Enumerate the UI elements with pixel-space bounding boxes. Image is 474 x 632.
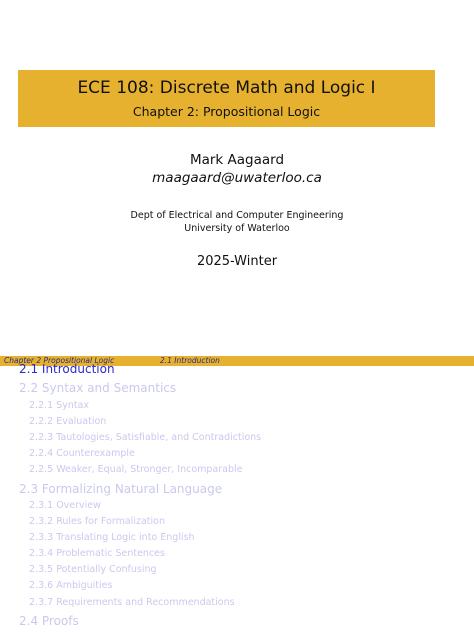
toc-subsection-item[interactable]: 2.3.3 Translating Logic into English xyxy=(29,532,195,543)
toc-subsection-item[interactable]: 2.3.5 Potentially Confusing xyxy=(29,564,157,575)
course-title: ECE 108: Discrete Math and Logic I xyxy=(77,78,376,98)
toc-section-item[interactable]: 2.3 Formalizing Natural Language xyxy=(19,482,223,496)
toc-subsection-item[interactable]: 2.2.1 Syntax xyxy=(29,400,90,411)
author-email: maagaard@uwaterloo.ca xyxy=(152,170,322,186)
navbar-section[interactable]: 2.1 Introduction xyxy=(160,356,220,365)
toc-subsection-item[interactable]: 2.3.6 Ambiguities xyxy=(29,580,113,591)
department: Dept of Electrical and Computer Engineering xyxy=(130,210,344,221)
chapter-title: Chapter 2: Propositional Logic xyxy=(132,104,321,119)
toc-section-item[interactable]: 2.2 Syntax and Semantics xyxy=(19,381,177,395)
toc-subsection-item[interactable]: 2.3.4 Problematic Sentences xyxy=(29,548,165,559)
toc-subsection-item[interactable]: 2.3.1 Overview xyxy=(29,500,101,511)
toc-section-item[interactable]: 2.1 Introduction xyxy=(19,362,115,376)
toc-subsection-item[interactable]: 2.2.3 Tautologies, Satisfiable, and Contradictions xyxy=(29,432,262,443)
toc-subsection-item[interactable]: 2.2.2 Evaluation xyxy=(29,416,107,427)
navbar-chapter[interactable]: Chapter 2 Propositional Logic xyxy=(4,356,115,365)
university: University of Waterloo xyxy=(184,223,290,234)
author-name: Mark Aagaard xyxy=(189,152,285,168)
term: 2025-Winter xyxy=(196,254,278,269)
toc-subsection-item[interactable]: 2.2.5 Weaker, Equal, Stronger, Incomparable xyxy=(29,464,243,475)
toc-subsection-item[interactable]: 2.3.7 Requirements and Recommendations xyxy=(29,597,235,608)
toc-section-item[interactable]: 2.4 Proofs xyxy=(19,614,79,628)
toc-subsection-item[interactable]: 2.3.2 Rules for Formalization xyxy=(29,516,165,527)
toc-subsection-item[interactable]: 2.2.4 Counterexample xyxy=(29,448,135,459)
